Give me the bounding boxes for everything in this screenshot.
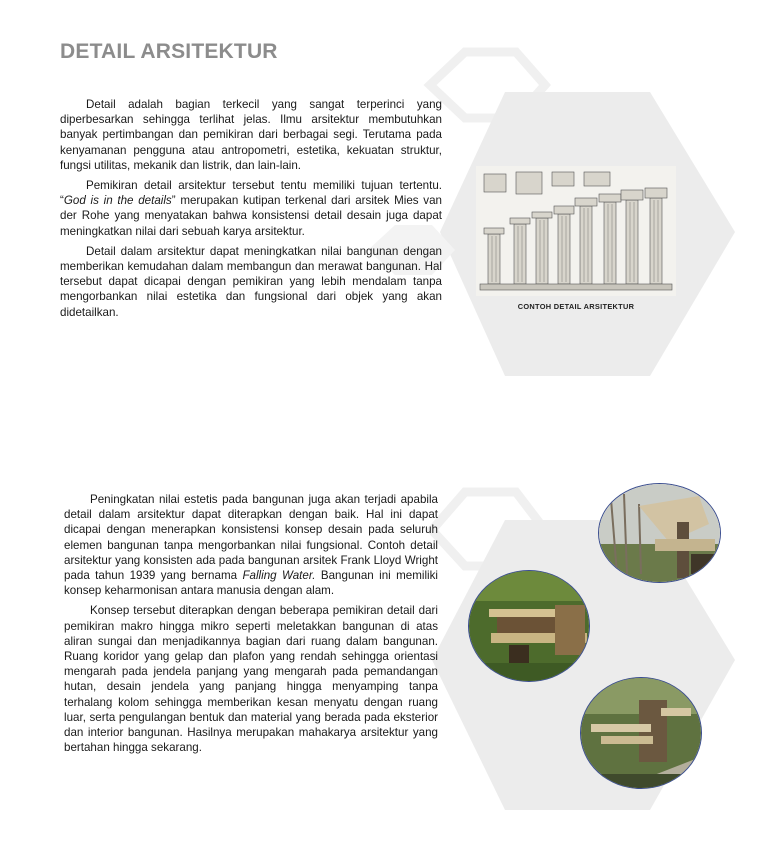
column-4-cap — [554, 206, 574, 214]
column-4 — [558, 214, 570, 284]
column-2 — [514, 224, 526, 284]
image-caption: CONTOH DETAIL ARSITEKTUR — [517, 302, 635, 311]
column-5 — [580, 206, 592, 284]
capital-2 — [516, 172, 542, 194]
paragraph-4-start: Peningkatan nilai estetis pada bangunan juga akan terjadi apabila detail dalam arsitektur dapat diterapkan dengan baik. Hal ini dapat dicapai dengan menerapkan konsistensi konsep desain pada seluruh elemen bangunan tanpa mengorbankan nilai fungsional. Contoh detail arsitektur yang konsisten ada pada bangunan arsitek Frank Lloyd Wright pada tahun 1939 yang bernama — [64, 493, 438, 583]
architectural-columns-image — [476, 166, 676, 296]
paragraph-2-end: ” merupakan kutipan terkenal dari arsitek Mies van der Rohe yang menyatakan bahwa konsistensi detail desain juga dapat meningkatkan nilai dari sebuah karya arsitektur. — [60, 194, 442, 238]
photo-2-illustration — [469, 571, 590, 682]
falling-water-photo-2 — [468, 570, 590, 682]
column-7 — [626, 200, 638, 284]
paragraph-5: Konsep tersebut diterapkan dengan beberapa pemikiran detail dari pemikiran makro hingga mikro seperti meletakkan bangunan di atas aliran sungai dan menjadikannya bagian dari ruang dalam bangunan. Ruang koridor yang gelap dan plafon yang rendah sehingga orientasi mengarah pada jendela panjang yang mengarah pada pemandangan hutan, desain jendela yang panjang hingga menyamping tanpa terhalang kolom sehingga memberikan kesan menyatu dengan ruang luar, serta pengulangan bentuk dan material yang berada pada eksterior dan interior bangunan. Hasilnya merupakan mahakarya arsitektur yang bertahan hingga sekarang. — [64, 604, 438, 755]
column-3-cap — [532, 212, 552, 218]
column-3 — [536, 218, 548, 284]
quote-text: God is in the details — [63, 194, 172, 208]
paragraph-4 — [64, 492, 438, 598]
photo-3-illustration — [581, 678, 702, 789]
capital-4 — [584, 172, 610, 186]
building-name: Falling Water. — [242, 569, 316, 583]
page-title: DETAIL ARSITEKTUR — [60, 40, 278, 63]
column-7-cap — [621, 190, 643, 200]
paragraph-3: Detail dalam arsitektur dapat meningkatkan nilai bangunan dengan memberikan kemudahan dalam membangun dan merawat bangunan. Hal tersebut dapat dicapai dengan pemikiran yang lebih mendalam tanpa mengorbankan nilai estetika dan fungsional dari objek yang akan didetailkan. — [60, 244, 442, 319]
falling-water-text-block — [64, 492, 438, 755]
intro-text-block — [60, 97, 442, 320]
falling-water-photo-3 — [580, 677, 702, 789]
column-8 — [650, 198, 662, 284]
column-8-cap — [645, 188, 667, 198]
columns-drawing — [476, 166, 676, 296]
capital-1 — [484, 174, 506, 192]
paragraph-4-end: Bangunan ini memiliki konsep keharmonisan antara manusia dengan alam. — [64, 569, 438, 598]
paragraph-2 — [60, 178, 442, 239]
column-2-cap — [510, 218, 530, 224]
paragraph-1: Detail adalah bagian terkecil yang sangat terperinci yang diperbesarkan sehingga terlihat jelas. Ilmu arsitektur membutuhkan banyak pertimbangan dan pemikiran dari berbagai segi. Terutama pada kenyamanan pengguna atau antropometri, estetika, kekuatan struktur, fungsi utilitas, mekanik dan listrik, dan lain-lain. — [60, 98, 442, 172]
column-1-cap — [484, 228, 504, 234]
column-6-cap — [599, 194, 621, 202]
paragraph-2-start: Pemikiran detail arsitektur tersebut tentu memiliki tujuan tertentu. “ — [60, 179, 442, 208]
column-5-cap — [575, 198, 597, 206]
photo-1-illustration — [599, 484, 721, 583]
column-6 — [604, 202, 616, 284]
column-1 — [488, 234, 500, 284]
column-base-line — [480, 284, 672, 290]
capital-3 — [552, 172, 574, 186]
falling-water-photo-1 — [598, 483, 721, 583]
